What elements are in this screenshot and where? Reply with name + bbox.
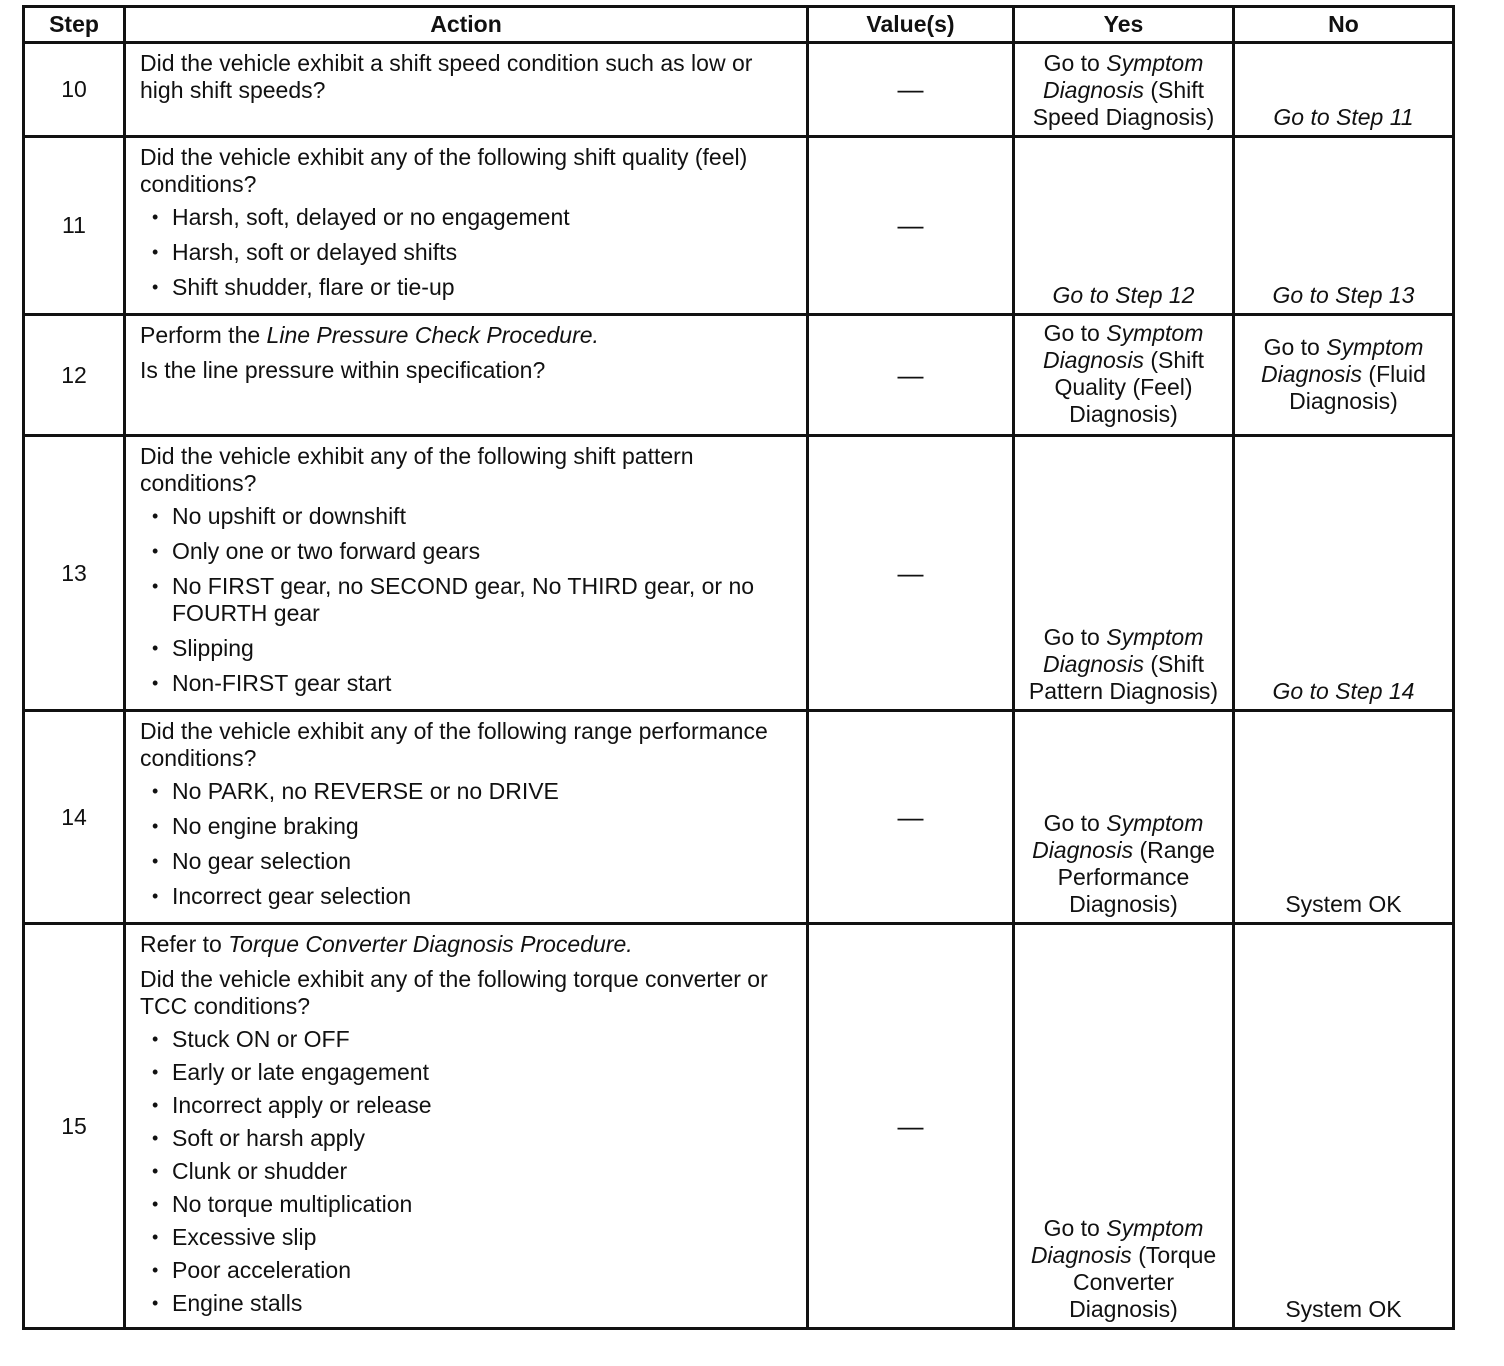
step-number: 10 — [24, 43, 125, 137]
list-item: • Only one or two forward gears — [140, 538, 798, 565]
action-text: Perform the Line Pressure Check Procedure. — [140, 322, 599, 348]
action-text: Did the vehicle exhibit any of the following shift quality (feel) conditions? — [140, 144, 748, 197]
list-item: • Soft or harsh apply — [140, 1125, 798, 1152]
diagnostic-table — [22, 5, 1455, 1330]
step-number: 13 — [24, 436, 125, 711]
yes-cell: Go to Symptom Diagnosis (Shift Pattern Diagnosis) — [1014, 436, 1234, 711]
list-item: • Harsh, soft or delayed shifts — [140, 239, 798, 266]
action-question: Did the vehicle exhibit any of the following torque converter or TCC conditions? — [140, 966, 768, 1019]
value-cell: — — [808, 924, 1014, 1329]
value-cell: — — [808, 43, 1014, 137]
action-text: Did the vehicle exhibit a shift speed condition such as low or high shift speeds? — [140, 50, 753, 103]
no-cell: System OK — [1234, 711, 1454, 924]
list-item: • Slipping — [140, 635, 798, 662]
condition-list — [140, 778, 798, 910]
list-item: • Excessive slip — [140, 1224, 798, 1251]
table-row-step-14 — [24, 711, 1454, 924]
action-cell — [125, 137, 808, 315]
yes-cell: Go to Symptom Diagnosis (Shift Quality (Feel) Diagnosis) — [1014, 315, 1234, 436]
action-cell — [125, 315, 808, 436]
yes-cell: Go to Symptom Diagnosis (Shift Speed Diagnosis) — [1014, 43, 1234, 137]
list-item: • Engine stalls — [140, 1290, 798, 1317]
condition-list — [140, 503, 798, 697]
list-item: • No upshift or downshift — [140, 503, 798, 530]
table-row-step-15 — [24, 924, 1454, 1329]
no-cell: Go to Step 14 — [1234, 436, 1454, 711]
list-item: • Early or late engagement — [140, 1059, 798, 1086]
action-text: Did the vehicle exhibit any of the following range performance conditions? — [140, 718, 768, 771]
list-item: • No FIRST gear, no SECOND gear, No THIRD gear, or no FOURTH gear — [140, 573, 798, 627]
step-number: 11 — [24, 137, 125, 315]
header-row — [24, 7, 1454, 43]
step-number: 15 — [24, 924, 125, 1329]
list-item: • Incorrect gear selection — [140, 883, 798, 910]
action-text: Refer to Torque Converter Diagnosis Procedure. — [140, 931, 633, 957]
action-text: Did the vehicle exhibit any of the following shift pattern conditions? — [140, 443, 694, 496]
table-row-step-13 — [24, 436, 1454, 711]
header-no: No — [1234, 7, 1454, 43]
condition-list — [140, 1026, 798, 1317]
value-cell: — — [808, 711, 1014, 924]
list-item: • Shift shudder, flare or tie-up — [140, 274, 798, 301]
yes-cell: Go to Step 12 — [1014, 137, 1234, 315]
table-row-step-10 — [24, 43, 1454, 137]
action-question: Is the line pressure within specification? — [140, 357, 546, 383]
list-item: • No torque multiplication — [140, 1191, 798, 1218]
table-row-step-12 — [24, 315, 1454, 436]
value-cell: — — [808, 436, 1014, 711]
action-cell — [125, 924, 808, 1329]
no-cell: System OK — [1234, 924, 1454, 1329]
value-cell: — — [808, 137, 1014, 315]
yes-cell: Go to Symptom Diagnosis (Torque Converter Diagnosis) — [1014, 924, 1234, 1329]
condition-list — [140, 204, 798, 301]
table-row-step-11 — [24, 137, 1454, 315]
action-cell — [125, 43, 808, 137]
list-item: • Non-FIRST gear start — [140, 670, 798, 697]
action-cell — [125, 711, 808, 924]
list-item: • Poor acceleration — [140, 1257, 798, 1284]
list-item: • Clunk or shudder — [140, 1158, 798, 1185]
action-cell — [125, 436, 808, 711]
header-action: Action — [125, 7, 808, 43]
header-step: Step — [24, 7, 125, 43]
list-item: • No gear selection — [140, 848, 798, 875]
no-cell: Go to Step 13 — [1234, 137, 1454, 315]
list-item: • No PARK, no REVERSE or no DRIVE — [140, 778, 798, 805]
list-item: • Incorrect apply or release — [140, 1092, 798, 1119]
header-yes: Yes — [1014, 7, 1234, 43]
no-cell: Go to Symptom Diagnosis (Fluid Diagnosis) — [1234, 315, 1454, 436]
yes-cell: Go to Symptom Diagnosis (Range Performance Diagnosis) — [1014, 711, 1234, 924]
header-values: Value(s) — [808, 7, 1014, 43]
step-number: 14 — [24, 711, 125, 924]
value-cell: — — [808, 315, 1014, 436]
list-item: • Harsh, soft, delayed or no engagement — [140, 204, 798, 231]
no-cell: Go to Step 11 — [1234, 43, 1454, 137]
list-item: • No engine braking — [140, 813, 798, 840]
list-item: • Stuck ON or OFF — [140, 1026, 798, 1053]
step-number: 12 — [24, 315, 125, 436]
